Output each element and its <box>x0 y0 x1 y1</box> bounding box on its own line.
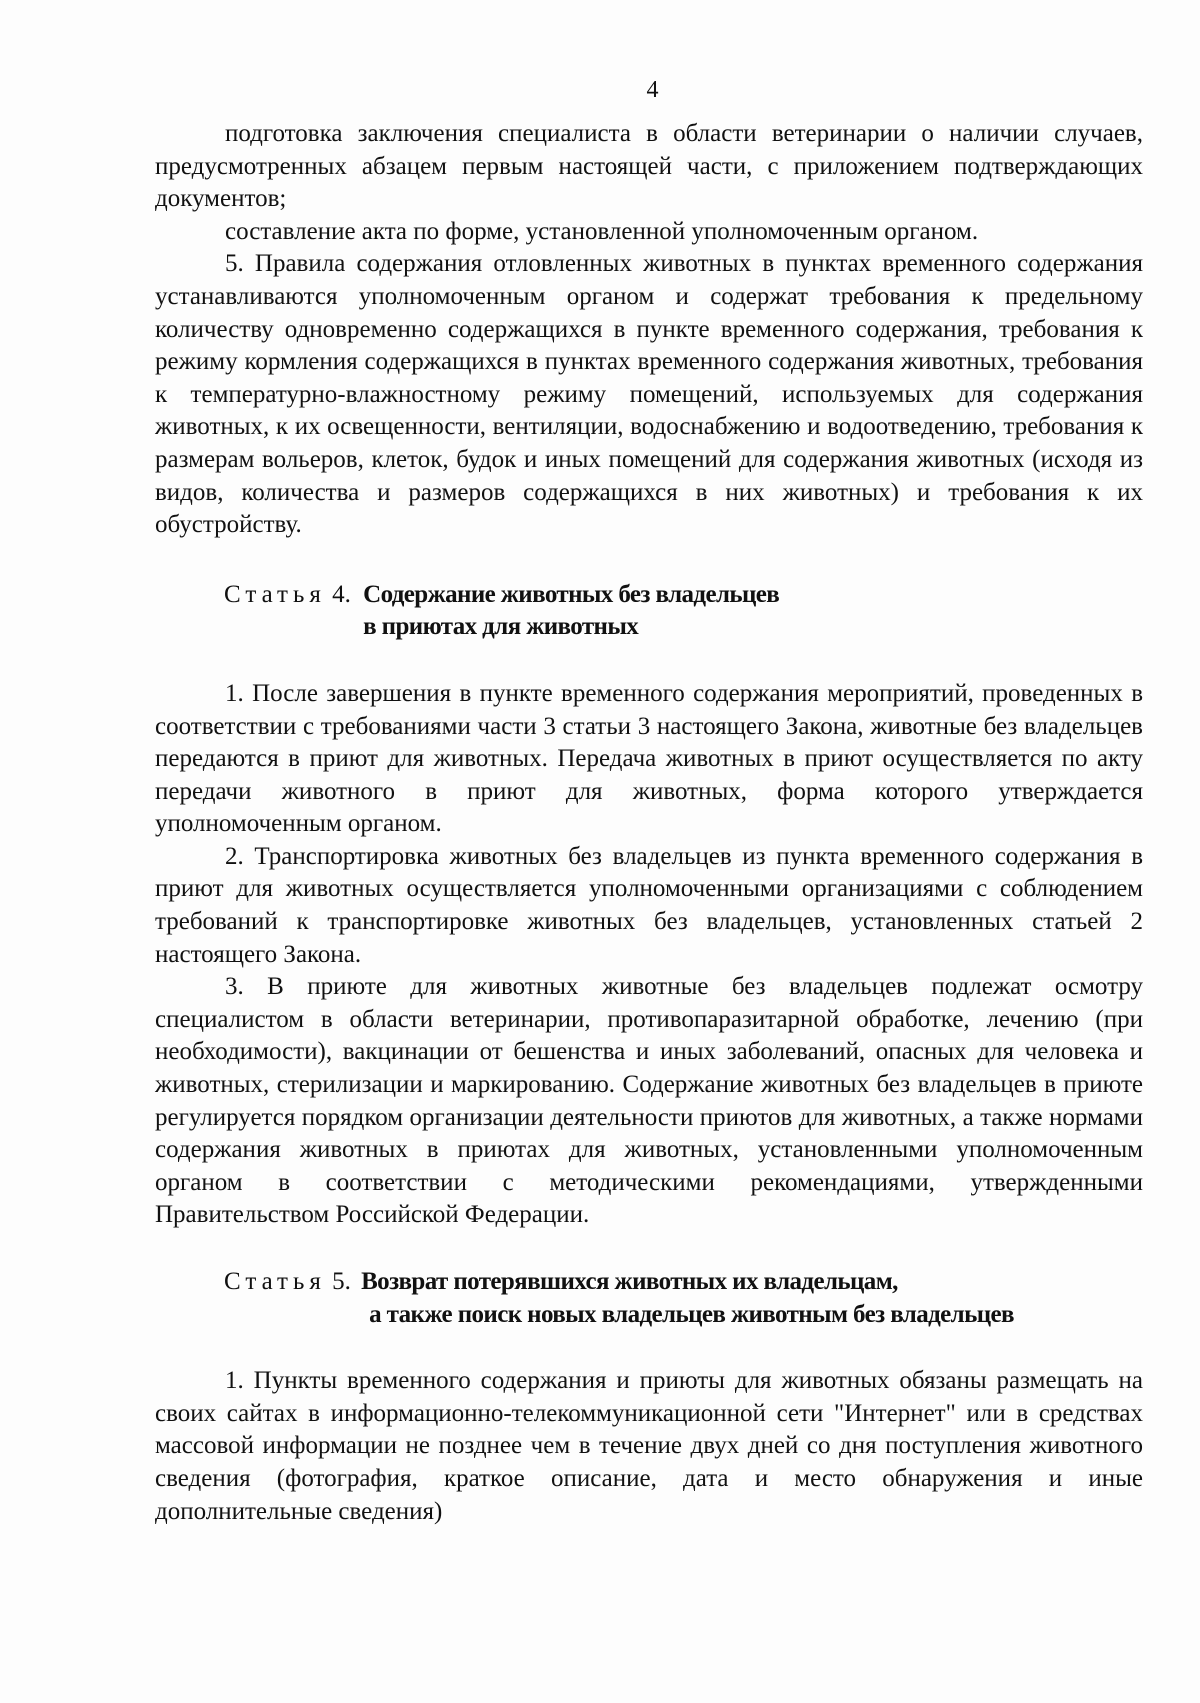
article-5-title-line-1: Возврат потерявшихся животных их владельцам, <box>361 1268 898 1295</box>
paragraph-conclusion-preparation: подготовка заключения специалиста в области ветеринарии о наличии случаев, предусмотренных абзацем первым настоящей части, с приложением подтверждающих документов; <box>155 120 1143 213</box>
article-4-number: 4. <box>325 580 358 608</box>
article-4-heading <box>224 579 1143 644</box>
article-4-paragraph-1: 1. После завершения в пункте временного содержания мероприятий, проведенных в соответствии с требованиями части 3 статьи 3 настоящего Закона, животные без владельцев передаются в приют для животных. Передача животных в приют осуществляется по акту передачи животного в приют для животных, форма которого утверждается уполномоченным органом. <box>155 679 1143 838</box>
article-5-label: Статья <box>224 1268 326 1295</box>
paragraph-act-drafting: составление акта по форме, установленной уполномоченным органом. <box>225 217 979 245</box>
paragraph-keeping-rules: 5. Правила содержания отловленных животных в пунктах временного содержания устанавливаются уполномоченным органом и содержат требования к предельному количеству одновременно содержащихся в пункте временного содержания, требования к режиму кормления содержащихся в пунктах временного содержания животных, требования к температурно-влажностному режиму помещений, используемых для содержания животных, к их освещенности, вентиляции, водоснабжению и водоотведению, требования к размерам вольеров, клеток, будок и иных помещений для содержания животных (исходя из видов, количества и размеров содержащихся в них животных) и требования к их обустройству. <box>155 250 1143 539</box>
article-4-paragraph-2: 2. Транспортировка животных без владельцев из пункта временного содержания в приют для животных осуществляется уполномоченными организациями с соблюдением требований к транспортировке животных без владельцев, установленных статьей 2 настоящего Закона. <box>155 842 1143 968</box>
article-5-title <box>361 1266 1014 1331</box>
article-4-title <box>363 579 779 644</box>
article-5-title-line-2: а также поиск новых владельцев животным без владельцев <box>369 1300 1014 1328</box>
document-body <box>155 118 1143 1528</box>
article-5-number: 5. <box>325 1268 358 1295</box>
page-number: 4 <box>646 77 659 103</box>
article-4-label: Статья <box>224 580 326 608</box>
article-4-title-line-2: в приютах для животных <box>363 613 639 641</box>
article-4-title-line-1: Содержание животных без владельцев <box>363 580 780 608</box>
article-4-paragraph-3: 3. В приюте для животных животные без владельцев подлежат осмотру специалистом в области ветеринарии, противопаразитарной обработке, лечению (при необходимости), вакцинации от бешенства и иных заболеваний, опасных для человека и животных, стерилизации и маркированию. Содержание животных без владельцев в приюте регулируется порядком организации деятельности приютов для животных, а также нормами содержания животных в приютах для животных, установленными уполномоченным органом в соответствии с методическими рекомендациями, утвержденными Правительством Российской Федерации. <box>155 973 1143 1229</box>
article-5-heading <box>224 1266 1143 1331</box>
article-5-paragraph-1: 1. Пункты временного содержания и приюты для животных обязаны размещать на своих сайтах в информационно-телекоммуникационной сети "Интернет" или в средствах массовой информации не позднее чем в течение двух дней со дня поступления животного сведения (фотография, краткое описание, дата и место обнаружения и иные дополнительные сведения) <box>155 1367 1143 1525</box>
